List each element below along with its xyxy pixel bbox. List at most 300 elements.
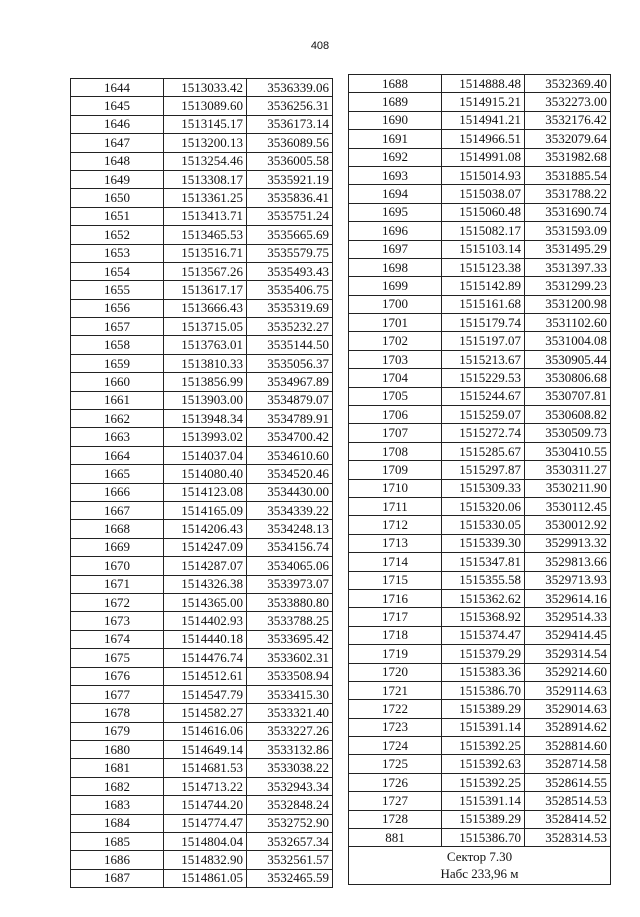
point-number: 1697 — [349, 240, 442, 258]
coordinate-y: 3535056.37 — [247, 354, 333, 372]
coordinate-x: 1515179.74 — [442, 314, 525, 332]
coordinate-x: 1514547.79 — [164, 685, 247, 703]
coordinate-y: 3531885.54 — [525, 166, 611, 184]
coordinate-x: 1514123.08 — [164, 483, 247, 501]
sector-caption — [349, 847, 611, 885]
coordinate-x: 1513465.53 — [164, 226, 247, 244]
coordinate-y: 3528414.52 — [525, 810, 611, 828]
table-row — [349, 681, 611, 699]
coordinate-x: 1514247.09 — [164, 538, 247, 556]
coordinate-x: 1515060.48 — [442, 203, 525, 221]
table-row — [71, 115, 333, 133]
point-number: 1678 — [71, 704, 164, 722]
table-row — [349, 792, 611, 810]
coordinate-y: 3532943.34 — [247, 777, 333, 795]
point-number: 1709 — [349, 461, 442, 479]
coordinate-x: 1514991.08 — [442, 148, 525, 166]
table-row — [71, 134, 333, 152]
point-number: 1717 — [349, 608, 442, 626]
point-number: 1684 — [71, 814, 164, 832]
point-number: 1719 — [349, 645, 442, 663]
point-number: 1674 — [71, 630, 164, 648]
coordinate-x: 1515320.06 — [442, 497, 525, 515]
table-row — [71, 189, 333, 207]
table-row — [349, 773, 611, 791]
table-row — [349, 240, 611, 258]
coordinate-y: 3530608.82 — [525, 406, 611, 424]
table-row — [349, 534, 611, 552]
point-number: 1703 — [349, 350, 442, 368]
table-row — [349, 406, 611, 424]
coordinate-x: 1515347.81 — [442, 553, 525, 571]
table-row — [349, 130, 611, 148]
coordinate-y: 3535751.24 — [247, 207, 333, 225]
coordinate-x: 1513145.17 — [164, 115, 247, 133]
table-row — [71, 97, 333, 115]
coordinate-y: 3531593.09 — [525, 222, 611, 240]
point-number: 1706 — [349, 406, 442, 424]
coordinate-x: 1515391.14 — [442, 792, 525, 810]
table-row — [71, 612, 333, 630]
point-number: 1722 — [349, 700, 442, 718]
point-number: 1695 — [349, 203, 442, 221]
coordinate-x: 1514744.20 — [164, 796, 247, 814]
table-row — [71, 465, 333, 483]
point-number: 1712 — [349, 516, 442, 534]
table-row — [71, 428, 333, 446]
point-number: 1653 — [71, 244, 164, 262]
coordinate-x: 1514165.09 — [164, 501, 247, 519]
coordinate-y: 3535665.69 — [247, 226, 333, 244]
coordinate-x: 1515392.25 — [442, 773, 525, 791]
coordinate-y: 3532465.59 — [247, 869, 333, 887]
coordinate-x: 1514616.06 — [164, 722, 247, 740]
coordinate-x: 1513715.05 — [164, 318, 247, 336]
table-row — [349, 737, 611, 755]
point-number: 1707 — [349, 424, 442, 442]
coordinate-x: 1515197.07 — [442, 332, 525, 350]
point-number: 1691 — [349, 130, 442, 148]
table-row — [349, 626, 611, 644]
table-row — [71, 741, 333, 759]
coordinate-y: 3534430.00 — [247, 483, 333, 501]
coordinate-x: 1513033.42 — [164, 79, 247, 97]
table-row — [71, 299, 333, 317]
table-row — [71, 391, 333, 409]
coordinate-y: 3536173.14 — [247, 115, 333, 133]
point-number: 1726 — [349, 773, 442, 791]
coordinate-y: 3532273.00 — [525, 93, 611, 111]
table-row — [71, 336, 333, 354]
sector-row — [349, 847, 611, 885]
table-row — [71, 869, 333, 887]
coordinate-y: 3532848.24 — [247, 796, 333, 814]
coordinate-y: 3531788.22 — [525, 185, 611, 203]
coordinate-x: 1515014.93 — [442, 166, 525, 184]
coordinate-y: 3531299.23 — [525, 277, 611, 295]
point-number: 1683 — [71, 796, 164, 814]
table-row — [71, 226, 333, 244]
coordinate-y: 3530509.73 — [525, 424, 611, 442]
table-row — [349, 111, 611, 129]
coordinate-y: 3532369.40 — [525, 75, 611, 93]
point-number: 1659 — [71, 354, 164, 372]
table-row — [71, 244, 333, 262]
coordinate-x: 1515379.29 — [442, 645, 525, 663]
point-number: 1711 — [349, 497, 442, 515]
point-number: 1681 — [71, 759, 164, 777]
coordinate-x: 1515355.58 — [442, 571, 525, 589]
coordinate-y: 3531982.68 — [525, 148, 611, 166]
table-row — [71, 207, 333, 225]
page-number: 408 — [310, 40, 330, 52]
coordinate-y: 3531690.74 — [525, 203, 611, 221]
coordinate-x: 1515386.70 — [442, 829, 525, 847]
coordinate-y: 3529813.66 — [525, 553, 611, 571]
table-row — [349, 222, 611, 240]
coordinates-table-left — [70, 78, 333, 888]
point-number: 1646 — [71, 115, 164, 133]
table-row — [71, 649, 333, 667]
table-row — [71, 281, 333, 299]
table-row — [71, 354, 333, 372]
table-row — [71, 796, 333, 814]
coordinate-x: 1514080.40 — [164, 465, 247, 483]
coordinate-y: 3533321.40 — [247, 704, 333, 722]
coordinate-y: 3531200.98 — [525, 295, 611, 313]
coordinate-y: 3531495.29 — [525, 240, 611, 258]
coordinate-y: 3534610.60 — [247, 446, 333, 464]
point-number: 1701 — [349, 314, 442, 332]
coordinate-y: 3530806.68 — [525, 369, 611, 387]
point-number: 1657 — [71, 318, 164, 336]
coordinate-y: 3531102.60 — [525, 314, 611, 332]
table-row — [71, 575, 333, 593]
coordinate-x: 1513666.43 — [164, 299, 247, 317]
coordinate-x: 1515392.63 — [442, 755, 525, 773]
coordinate-x: 1514941.21 — [442, 111, 525, 129]
point-number: 1670 — [71, 557, 164, 575]
coordinate-y: 3530905.44 — [525, 350, 611, 368]
coordinate-x: 1513089.60 — [164, 97, 247, 115]
table-row — [71, 704, 333, 722]
coordinate-x: 1514832.90 — [164, 851, 247, 869]
table-row — [349, 314, 611, 332]
point-number: 1654 — [71, 262, 164, 280]
coordinate-x: 1513516.71 — [164, 244, 247, 262]
table-row — [349, 553, 611, 571]
point-number: 1668 — [71, 520, 164, 538]
coordinate-x: 1515386.70 — [442, 681, 525, 699]
table-row — [71, 759, 333, 777]
point-number: 1723 — [349, 718, 442, 736]
table-row — [349, 755, 611, 773]
table-row — [349, 350, 611, 368]
point-number: 1699 — [349, 277, 442, 295]
table-row — [349, 497, 611, 515]
coordinate-x: 1515330.05 — [442, 516, 525, 534]
coordinate-y: 3528514.53 — [525, 792, 611, 810]
coordinate-x: 1514037.04 — [164, 446, 247, 464]
point-number: 1693 — [349, 166, 442, 184]
coordinate-y: 3533880.80 — [247, 593, 333, 611]
coordinate-y: 3535493.43 — [247, 262, 333, 280]
coordinate-y: 3530410.55 — [525, 442, 611, 460]
point-number: 1677 — [71, 685, 164, 703]
table-row — [71, 593, 333, 611]
coordinate-y: 3535579.75 — [247, 244, 333, 262]
coordinate-y: 3534520.46 — [247, 465, 333, 483]
table-row — [71, 814, 333, 832]
point-number: 1679 — [71, 722, 164, 740]
coordinate-x: 1514681.53 — [164, 759, 247, 777]
coordinate-x: 1515142.89 — [442, 277, 525, 295]
coordinate-x: 1515213.67 — [442, 350, 525, 368]
point-number: 1724 — [349, 737, 442, 755]
coordinate-x: 1514402.93 — [164, 612, 247, 630]
point-number: 1685 — [71, 833, 164, 851]
coordinate-y: 3528614.55 — [525, 773, 611, 791]
point-number: 881 — [349, 829, 442, 847]
table-row — [349, 369, 611, 387]
coordinate-x: 1513308.17 — [164, 170, 247, 188]
point-number: 1687 — [71, 869, 164, 887]
coordinate-x: 1514440.18 — [164, 630, 247, 648]
coordinate-y: 3534156.74 — [247, 538, 333, 556]
table-row — [349, 810, 611, 828]
table-row — [71, 777, 333, 795]
coordinate-x: 1514804.04 — [164, 833, 247, 851]
table-row — [349, 589, 611, 607]
coordinate-y: 3528814.60 — [525, 737, 611, 755]
coordinate-y: 3533038.22 — [247, 759, 333, 777]
table-row — [71, 373, 333, 391]
point-number: 1716 — [349, 589, 442, 607]
coordinate-y: 3529713.93 — [525, 571, 611, 589]
point-number: 1661 — [71, 391, 164, 409]
coordinate-x: 1515229.53 — [442, 369, 525, 387]
point-number: 1714 — [349, 553, 442, 571]
coordinate-y: 3532657.34 — [247, 833, 333, 851]
point-number: 1652 — [71, 226, 164, 244]
coordinate-x: 1513948.34 — [164, 410, 247, 428]
table-row — [71, 152, 333, 170]
coordinate-y: 3535319.69 — [247, 299, 333, 317]
coordinate-y: 3532176.42 — [525, 111, 611, 129]
coordinate-x: 1513413.71 — [164, 207, 247, 225]
table-row — [349, 148, 611, 166]
coordinate-y: 3532752.90 — [247, 814, 333, 832]
point-number: 1660 — [71, 373, 164, 391]
coordinate-y: 3532079.64 — [525, 130, 611, 148]
point-number: 1672 — [71, 593, 164, 611]
sector-title: Сектор 7.30 — [446, 849, 513, 865]
coordinate-x: 1514476.74 — [164, 649, 247, 667]
coordinate-x: 1515392.25 — [442, 737, 525, 755]
table-row — [349, 461, 611, 479]
table-row — [349, 442, 611, 460]
point-number: 1686 — [71, 851, 164, 869]
table-row — [349, 718, 611, 736]
coordinate-x: 1515389.29 — [442, 700, 525, 718]
coordinates-table-right — [348, 74, 611, 885]
coordinate-x: 1513361.25 — [164, 189, 247, 207]
table-row — [71, 685, 333, 703]
table-row — [349, 516, 611, 534]
coordinate-y: 3534065.06 — [247, 557, 333, 575]
table-row — [349, 277, 611, 295]
table-row — [71, 501, 333, 519]
table-row — [71, 557, 333, 575]
coordinate-y: 3533132.86 — [247, 741, 333, 759]
coordinate-y: 3533508.94 — [247, 667, 333, 685]
coordinate-y: 3529114.63 — [525, 681, 611, 699]
coordinate-x: 1515374.47 — [442, 626, 525, 644]
coordinate-y: 3534248.13 — [247, 520, 333, 538]
coordinate-y: 3533973.07 — [247, 575, 333, 593]
coordinate-y: 3534700.42 — [247, 428, 333, 446]
table-row — [71, 318, 333, 336]
table-row — [71, 538, 333, 556]
coordinate-y: 3528714.58 — [525, 755, 611, 773]
coordinate-x: 1515339.30 — [442, 534, 525, 552]
point-number: 1651 — [71, 207, 164, 225]
coordinate-x: 1514326.38 — [164, 575, 247, 593]
coordinate-y: 3536339.06 — [247, 79, 333, 97]
table-row — [349, 829, 611, 847]
coordinate-y: 3535144.50 — [247, 336, 333, 354]
table-row — [71, 170, 333, 188]
coordinate-x: 1513254.46 — [164, 152, 247, 170]
point-number: 1666 — [71, 483, 164, 501]
point-number: 1708 — [349, 442, 442, 460]
table-row — [349, 75, 611, 93]
coordinate-y: 3529913.32 — [525, 534, 611, 552]
point-number: 1662 — [71, 410, 164, 428]
coordinate-x: 1514713.22 — [164, 777, 247, 795]
table-row — [71, 262, 333, 280]
point-number: 1676 — [71, 667, 164, 685]
coordinate-x: 1515272.74 — [442, 424, 525, 442]
coordinate-y: 3530112.45 — [525, 497, 611, 515]
coordinate-y: 3534789.91 — [247, 410, 333, 428]
table-row — [71, 722, 333, 740]
coordinate-x: 1515103.14 — [442, 240, 525, 258]
table-row — [71, 410, 333, 428]
point-number: 1692 — [349, 148, 442, 166]
point-number: 1669 — [71, 538, 164, 556]
table-row — [349, 93, 611, 111]
coordinate-x: 1515368.92 — [442, 608, 525, 626]
point-number: 1710 — [349, 479, 442, 497]
point-number: 1694 — [349, 185, 442, 203]
point-number: 1698 — [349, 258, 442, 276]
coordinate-y: 3534879.07 — [247, 391, 333, 409]
point-number: 1675 — [71, 649, 164, 667]
point-number: 1648 — [71, 152, 164, 170]
coordinate-x: 1515383.36 — [442, 663, 525, 681]
point-number: 1680 — [71, 741, 164, 759]
point-number: 1644 — [71, 79, 164, 97]
coordinate-y: 3533602.31 — [247, 649, 333, 667]
coordinate-y: 3528314.53 — [525, 829, 611, 847]
point-number: 1664 — [71, 446, 164, 464]
table-row — [349, 258, 611, 276]
point-number: 1720 — [349, 663, 442, 681]
coordinate-y: 3536256.31 — [247, 97, 333, 115]
coordinate-x: 1514861.05 — [164, 869, 247, 887]
coordinate-x: 1513856.99 — [164, 373, 247, 391]
point-number: 1645 — [71, 97, 164, 115]
coordinate-x: 1514512.61 — [164, 667, 247, 685]
table-row — [71, 483, 333, 501]
coordinate-x: 1515362.62 — [442, 589, 525, 607]
point-number: 1696 — [349, 222, 442, 240]
coordinate-x: 1513993.02 — [164, 428, 247, 446]
coordinate-y: 3531004.08 — [525, 332, 611, 350]
table-row — [349, 203, 611, 221]
table-row — [349, 166, 611, 184]
coordinate-x: 1515309.33 — [442, 479, 525, 497]
coordinate-x: 1514774.47 — [164, 814, 247, 832]
table-row — [349, 479, 611, 497]
coordinate-y: 3529014.63 — [525, 700, 611, 718]
point-number: 1649 — [71, 170, 164, 188]
coordinate-y: 3529614.16 — [525, 589, 611, 607]
table-row — [71, 79, 333, 97]
coordinate-x: 1515285.67 — [442, 442, 525, 460]
point-number: 1705 — [349, 387, 442, 405]
point-number: 1647 — [71, 134, 164, 152]
coordinate-y: 3533695.42 — [247, 630, 333, 648]
point-number: 1725 — [349, 755, 442, 773]
coordinate-y: 3535232.27 — [247, 318, 333, 336]
table-row — [71, 630, 333, 648]
coordinate-x: 1515244.67 — [442, 387, 525, 405]
coordinate-x: 1515297.87 — [442, 461, 525, 479]
point-number: 1689 — [349, 93, 442, 111]
coordinate-y: 3536005.58 — [247, 152, 333, 170]
coordinate-x: 1515123.38 — [442, 258, 525, 276]
table-row — [349, 387, 611, 405]
table-row — [349, 608, 611, 626]
coordinate-x: 1515038.07 — [442, 185, 525, 203]
point-number: 1650 — [71, 189, 164, 207]
coordinate-y: 3536089.56 — [247, 134, 333, 152]
point-number: 1728 — [349, 810, 442, 828]
coordinate-x: 1515161.68 — [442, 295, 525, 313]
coordinate-x: 1515259.07 — [442, 406, 525, 424]
table-row — [71, 833, 333, 851]
point-number: 1713 — [349, 534, 442, 552]
coordinate-x: 1514915.21 — [442, 93, 525, 111]
coordinate-x: 1515389.29 — [442, 810, 525, 828]
table-row — [71, 520, 333, 538]
coordinate-y: 3534339.22 — [247, 501, 333, 519]
coordinate-y: 3533788.25 — [247, 612, 333, 630]
point-number: 1721 — [349, 681, 442, 699]
coordinate-y: 3532561.57 — [247, 851, 333, 869]
table-row — [349, 645, 611, 663]
coordinate-x: 1513200.13 — [164, 134, 247, 152]
table-row — [349, 700, 611, 718]
point-number: 1658 — [71, 336, 164, 354]
point-number: 1702 — [349, 332, 442, 350]
table-row — [349, 424, 611, 442]
coordinate-x: 1514888.48 — [442, 75, 525, 93]
point-number: 1663 — [71, 428, 164, 446]
coordinate-y: 3534967.89 — [247, 373, 333, 391]
